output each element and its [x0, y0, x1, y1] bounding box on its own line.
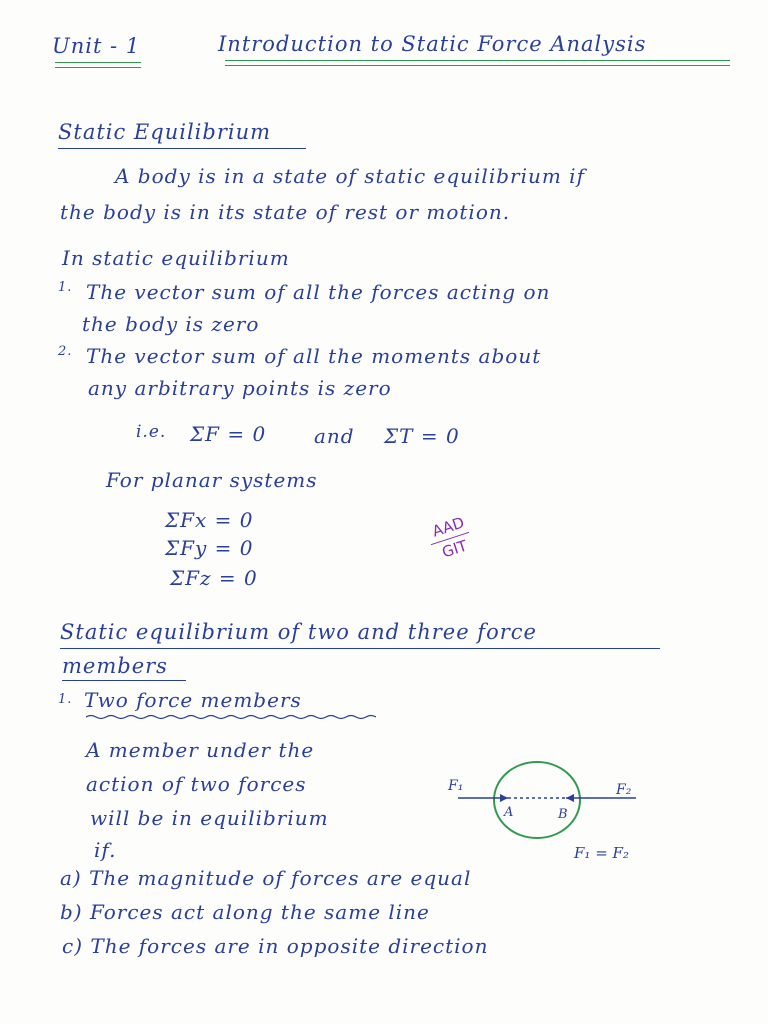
member-text-4: if.	[94, 838, 117, 862]
unit-label: Unit - 1	[52, 34, 141, 58]
equation-fy: ΣFy = 0	[165, 536, 254, 560]
member-text-2: action of two forces	[86, 772, 307, 796]
force-f2-arrowhead	[566, 794, 574, 802]
item-2-number: 2.	[58, 344, 73, 359]
heading-underline	[58, 148, 306, 149]
section2-underline-2	[62, 680, 186, 681]
unit-underline-2	[55, 67, 141, 68]
member-text-3: will be in equilibrium	[90, 806, 329, 830]
sub-number: 1.	[58, 692, 73, 707]
equation-sum-torques: ΣT = 0	[384, 424, 460, 448]
subheading-two-force-members: Two force members	[84, 688, 302, 712]
item-1-number: 1.	[58, 280, 73, 295]
equation-fz: ΣFz = 0	[170, 566, 258, 590]
condition-b: b) Forces act along the same line	[60, 900, 430, 924]
definition-line-2: the body is in its state of rest or motion.	[60, 200, 511, 224]
condition-intro: In static equilibrium	[62, 246, 290, 270]
subheading-wavy-underline	[86, 714, 376, 720]
equation-sum-forces: ΣF = 0	[190, 422, 267, 446]
unit-underline	[55, 62, 141, 63]
item-1-line-1: The vector sum of all the forces acting on	[86, 280, 551, 304]
label-relation: F₁ = F₂	[574, 844, 629, 862]
label-f1: F₁	[448, 778, 464, 794]
section-heading-static-equilibrium: Static Equilibrium	[58, 120, 272, 144]
member-circle	[494, 762, 580, 838]
condition-a: a) The magnitude of forces are equal	[60, 866, 472, 890]
equation-fx: ΣFx = 0	[165, 508, 254, 532]
definition-line-1: A body is in a state of static equilibrium if	[115, 164, 585, 188]
equation-and: and	[314, 424, 355, 448]
section-heading-members: members	[62, 654, 168, 678]
force-f1-arrowhead	[500, 794, 508, 802]
title-underline-2	[225, 65, 730, 66]
two-force-member-diagram	[440, 756, 660, 866]
item-1-line-2: the body is zero	[82, 312, 260, 336]
planar-systems-label: For planar systems	[106, 468, 318, 492]
title-underline	[225, 60, 730, 61]
page-title: Introduction to Static Force Analysis	[218, 32, 647, 56]
item-2-line-1: The vector sum of all the moments about	[86, 344, 542, 368]
condition-c: c) The forces are in opposite direction	[62, 934, 489, 958]
stamp-git: GIT	[439, 536, 470, 562]
member-text-1: A member under the	[86, 738, 315, 762]
ie-prefix: i.e.	[136, 422, 167, 442]
label-point-b: B	[558, 807, 568, 822]
label-point-a: A	[504, 805, 514, 820]
section2-underline-1	[60, 648, 660, 649]
label-f2: F₂	[616, 782, 632, 798]
item-2-line-2: any arbitrary points is zero	[88, 376, 392, 400]
stamp-aad: AAD	[430, 513, 467, 541]
section-heading-two-three-force: Static equilibrium of two and three force	[60, 620, 537, 644]
